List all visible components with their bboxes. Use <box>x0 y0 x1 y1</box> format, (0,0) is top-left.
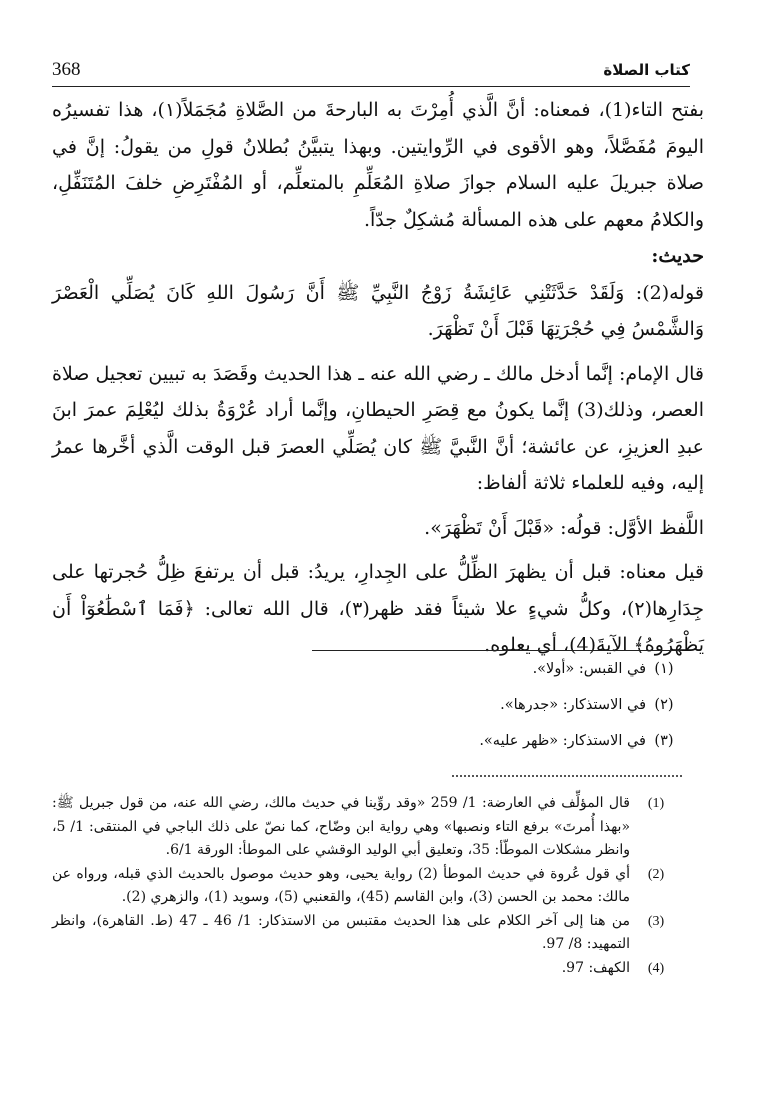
paragraph-imam: قال الإمام: إنَّما أدخل مالك ـ رضي الله عنه ـ هذا الحديث وقَصَدَ به تبيين تعجيل صلاة العصر، وذلك(3) إنَّما يكونُ مع قِصَرِ الحيطانِ، وإنَّما أراد عُرْوَةُ بذلك ليُعْلِمَ عمرَ ابنَ عبدِ العزيزِ، عن عائشة؛ أنَّ النَّبيَّ ﷺ كان يُصَلِّي العصرَ قبل الوقت الَّذي أخَّرها عمرُ إليه، وفيه للعلماء ثلاثة ألفاظ: <box>52 362 704 494</box>
footnote <box>52 863 682 910</box>
footnote <box>312 723 682 759</box>
footnote-number: (٢) <box>654 697 674 713</box>
footnote-number: (3) <box>647 913 665 929</box>
paragraph-first-wording: اللَّفظ الأوَّل: قولُه: «قَبْلَ أَنْ تَظْهَرَ». <box>424 516 704 539</box>
footnote-number: (2) <box>647 866 665 882</box>
dotted-separator <box>452 775 682 779</box>
footnote-text: أي قول عُروة في حديث الموطأ (2) رواية يحيى، وهو حديث موصول بالحديث الذي قبله، ورواه عن مالك: محمد بن الحسن (3)، وابن القاسم (45)، والقعنبي (5)، وسويد (1)، والزهري (2). <box>52 865 630 905</box>
footnote <box>52 910 682 957</box>
footnote <box>52 792 682 863</box>
footnote-number: (١) <box>654 661 674 677</box>
book-title: كتاب الصلاة <box>603 61 690 79</box>
footnote-number: (4) <box>647 960 665 976</box>
footnote-text: قال المؤلِّف في العارضة: 1/ 259 «وقد روِّينا في حديث مالك، رضي الله عنه، من قول جبريل ﷺ: «بهذا أُمرتَ» برفع التاء ونصبها» وهي رواية ابن وضّاح، كما نصّ على ذلك الباجي في المنتقى: 1/ 5، وانظر مشكلات الموطّأ: 35، وتعليق أبي الوليد الوقشي على الموطأ: الورقة 6/1. <box>52 795 631 858</box>
footnote-text: الكهف: 97. <box>561 959 630 976</box>
footnote <box>312 651 682 687</box>
footnote-number: (1) <box>647 796 665 811</box>
running-header <box>52 56 690 87</box>
footnote-text: من هنا إلى آخر الكلام على هذا الحديث مقتبس من الاستذكار: 1/ 46 ـ 47 (ط. القاهرة)، وانظر التمهيد: 8/ 97. <box>52 912 630 952</box>
paragraph-hadith: قوله(2): وَلَقَدْ حَدَّثَتْنِي عَائِشَةُ زَوْجُ النَّبِيِّ ﷺ أَنَّ رَسُولَ اللهِ كَانَ يُصَلِّي الْعَصْرَ وَالشَّمْسُ فِي حُجْرَتِهَا قَبْلَ أَنْ تَظْهَرَ. <box>52 281 704 340</box>
footnote-text: في الاستذكار: «ظهر عليه». <box>479 733 646 749</box>
footnote-text: في الاستذكار: «جدرها». <box>500 697 646 713</box>
main-text <box>52 92 704 664</box>
footnote-text: في القبس: «أولا». <box>532 661 646 677</box>
author-footnotes <box>52 792 682 980</box>
footnote <box>312 687 682 723</box>
paragraph-1: بفتح التاء(1)، فمعناه: أنَّ الَّذي أُمِرْتَ به البارحةَ من الصَّلاةِ مُجَمَلاً(١)، هذا تفسيرُه اليومَ مُفَصَّلاً، وهو الأقوى في الرِّوايتين. وبهذا يتبيَّنُ بُطلانُ قولِ من يقولُ: إنَّ في صلاة جبريلَ عليه السلام جوازَ صلاةِ المُعَلِّمِ بالمتعلِّم، أو المُفْتَرِضِ خلفَ المُتَنَفِّلِ، والكلامُ معهم على هذه المسألة مُشكِلٌ جدّاً. <box>52 99 705 231</box>
hadith-heading: حديث: <box>651 245 704 267</box>
editor-footnotes <box>312 650 682 759</box>
footnote <box>52 957 682 981</box>
page-number: 368 <box>52 59 81 80</box>
footnote-number: (٣) <box>654 733 674 749</box>
paragraph-meaning: قيل معناه: قبل أن يظهرَ الظِّلُّ على الجِدارِ، يريدُ: قبل أن يرتفعَ ظِلُّ حُجرتها على جِدَارِها(٢)، وكلُّ شيءٍ علا شيئاً فقد ظهر(٣)، قال الله تعالى: ﴿فَمَا ٱسْطَٰعُوٓاْ أَن يَظْهَرُوهُ﴾ الآيةَ(4)، أي يعلوه. <box>52 561 704 656</box>
